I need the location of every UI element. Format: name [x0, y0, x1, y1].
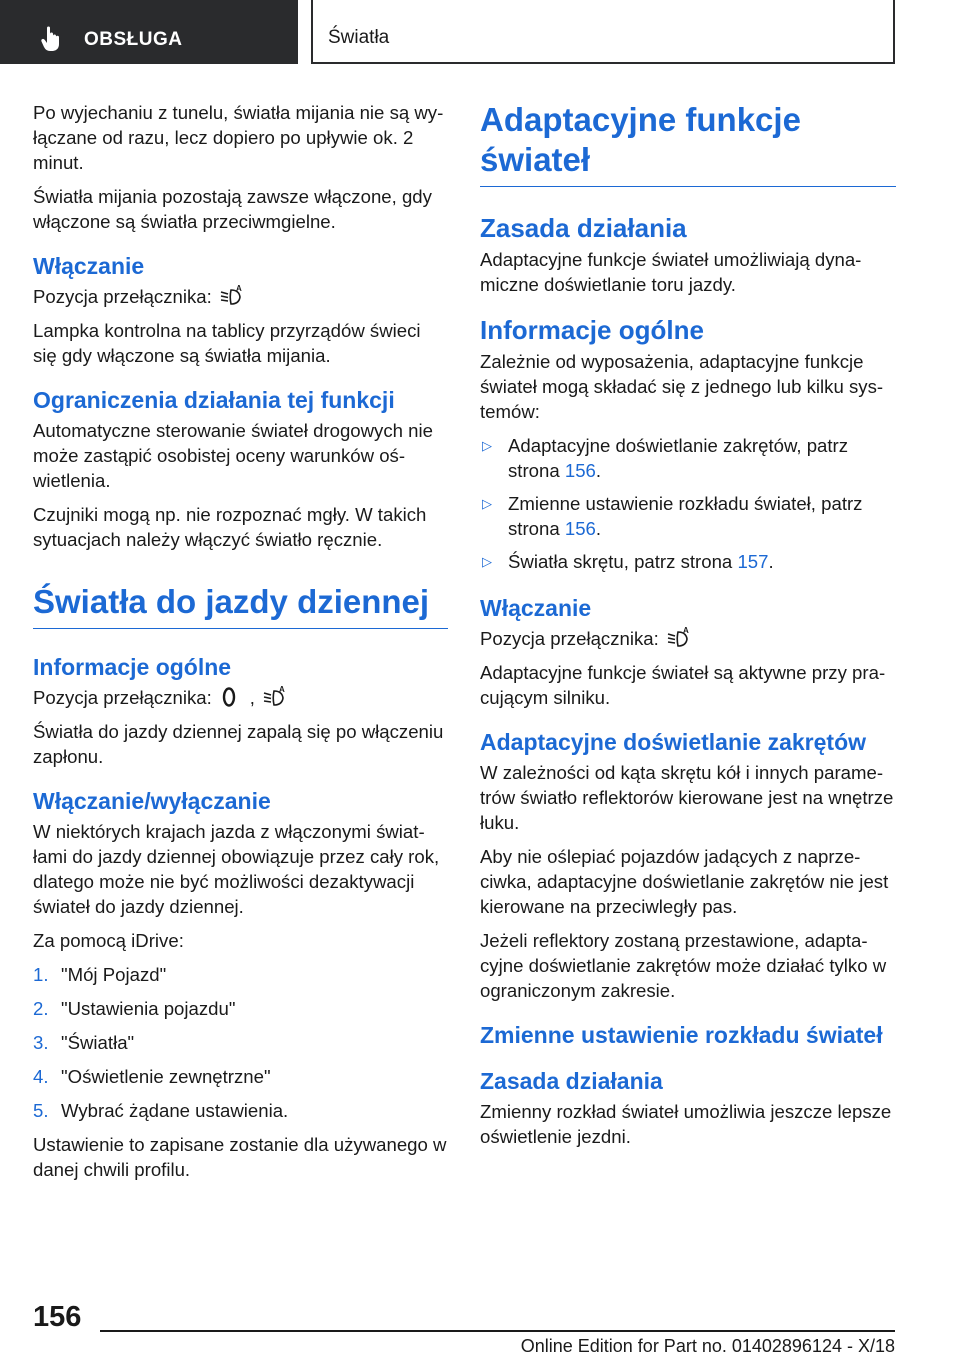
list-item [480, 433, 896, 483]
paragraph: Za pomocą iDrive: [33, 930, 184, 951]
auto-headlight-icon [263, 686, 289, 708]
switch-position-label: Pozycja przełącznika: [480, 628, 659, 649]
bullet-text: Zmienne ustawienie rozkładu świateł, patrz strona 156. [508, 493, 863, 539]
switch-position-label: Pozycja przełącznika: [33, 286, 212, 307]
systems-list [480, 433, 896, 574]
section-label: OBSŁUGA [84, 29, 183, 50]
paragraph: Adaptacyjne funkcje świateł umożliwiają dynamiczne doświetlanie toru jazdy. [480, 249, 862, 295]
paragraph: W niektórych krajach jazda z włączonymi światłami do jazdy dziennej obowiązuje przez cały rok, dlatego może nie być możliwości dezaktywacji świateł do jazdy dziennej. [33, 821, 440, 917]
bullet-text: Adaptacyjne doświetlanie zakrętów, patrz strona 156. [508, 435, 849, 481]
step-number: 4. [33, 1066, 49, 1087]
step-text: "Światła" [61, 1032, 135, 1053]
heading-zasada: Zasada działania [480, 1068, 663, 1094]
footer-edition: Online Edition for Part no. 01402896124 - X/18 [520, 1336, 895, 1356]
triangle-bullet-icon: ▷ [482, 496, 492, 511]
step-number: 3. [33, 1032, 49, 1053]
separator: , [249, 687, 255, 708]
paragraph: Aby nie oślepiać pojazdów jadących z naprzeciwka, adaptacyjne doświetlanie zakrętów nie jest kierowane na przeciwległy pas. [480, 846, 889, 917]
paragraph: Zmienny rozkład świateł umożliwia jeszcze lepsze oświetlenie jezdni. [480, 1101, 892, 1147]
page-link[interactable]: 157 [737, 551, 769, 572]
paragraph: Adaptacyjne funkcje świateł są aktywne przy pracującym silniku. [480, 662, 886, 708]
paragraph: Światła mijania pozostają zawsze włączone, gdy włączone są światła przeciwmgielne. [33, 186, 432, 232]
heading-wlaczanie-wylaczanie: Włączanie/wyłączanie [33, 788, 271, 814]
svg-text:A: A [278, 686, 285, 694]
switch-position-line [33, 685, 448, 710]
paragraph: Automatyczne sterowanie świateł drogowych nie może zastąpić osobistej oceny warunków oświetlenia. [33, 420, 433, 491]
heading-adaptacyjne-funkcje: Adaptacyjne funkcje świateł [480, 100, 896, 187]
chapter-title: Światła [328, 27, 390, 48]
heading-wlaczanie: Włączanie [480, 595, 592, 621]
list-item [480, 549, 896, 574]
page-link[interactable]: 156 [564, 518, 596, 539]
paragraph: Po wyjechaniu z tunelu, światła mijania nie są wyłączane od razu, lecz dopiero po upływie ok. 2 minut. [33, 102, 444, 173]
step-number: 5. [33, 1100, 49, 1121]
list-item [33, 1098, 448, 1123]
bullet-text: Światła skrętu, patrz strona 157. [508, 551, 774, 572]
list-item [480, 491, 896, 541]
paragraph: Światła do jazdy dziennej zapalą się po włączeniu zapłonu. [33, 721, 444, 767]
heading-swiatla-dzienne: Światła do jazdy dziennej [33, 582, 448, 629]
step-text: "Oświetlenie zewnętrzne" [61, 1066, 271, 1087]
heading-dowietlanie-zakretow: Adaptacyjne doświetlanie zakrętów [480, 729, 867, 755]
step-number: 1. [33, 964, 49, 985]
paragraph: Ustawienie to zapisane zostanie dla używanego w danej chwili profilu. [33, 1134, 447, 1180]
step-text: "Ustawienia pojazdu" [61, 998, 236, 1019]
paragraph: Lampka kontrolna na tablicy przyrządów świeci się gdy włączone są światła mijania. [33, 320, 421, 366]
paragraph: Czujniki mogą np. nie rozpoznać mgły. W takich sytuacjach należy włączyć światło ręcznie. [33, 504, 427, 550]
list-item [33, 996, 448, 1021]
heading-zmienne-ustawienie: Zmienne ustawienie rozkładu świateł [480, 1022, 883, 1048]
heading-ograniczenia: Ograniczenia działania tej funkcji [33, 387, 395, 413]
step-text: Wybrać żądane ustawienia. [61, 1100, 289, 1121]
zero-position-icon [220, 686, 246, 708]
auto-headlight-icon [667, 627, 693, 649]
footer-divider [100, 1330, 895, 1332]
left-column [33, 100, 448, 1191]
idrive-steps [33, 962, 448, 1123]
step-number: 2. [33, 998, 49, 1019]
heading-zasada: Zasada działania [480, 213, 687, 243]
svg-text:A: A [235, 285, 242, 293]
page-number: 156 [33, 1301, 82, 1333]
triangle-bullet-icon: ▷ [482, 554, 492, 569]
chapter-header [311, 0, 895, 64]
switch-position-label: Pozycja przełącznika: [33, 687, 212, 708]
right-column [480, 100, 896, 1158]
paragraph: Jeżeli reflektory zostaną przestawione, adaptacyjne doświetlanie zakrętów może działać tylko w ograniczonym zakresie. [480, 930, 887, 1001]
list-item [33, 962, 448, 987]
svg-text:A: A [682, 627, 689, 635]
section-tab [0, 0, 298, 64]
paragraph: Zależnie od wyposażenia, adaptacyjne funkcje świateł mogą składać się z jednego lub kilku systemów: [480, 351, 884, 422]
switch-position-line [33, 284, 448, 309]
auto-headlight-icon [220, 285, 246, 307]
triangle-bullet-icon: ▷ [482, 438, 492, 453]
step-text: "Mój Pojazd" [61, 964, 167, 985]
list-item [33, 1030, 448, 1055]
heading-informacje: Informacje ogólne [33, 654, 232, 680]
heading-wlaczanie: Włączanie [33, 253, 145, 279]
list-item [33, 1064, 448, 1089]
switch-position-line [480, 626, 896, 651]
paragraph: W zależności od kąta skrętu kół i innych parametrów światło reflektorów kierowane jest na wnętrze łuku. [480, 762, 894, 833]
page-link[interactable]: 156 [564, 460, 596, 481]
heading-informacje: Informacje ogólne [480, 315, 704, 345]
pointing-hand-icon [40, 26, 64, 52]
